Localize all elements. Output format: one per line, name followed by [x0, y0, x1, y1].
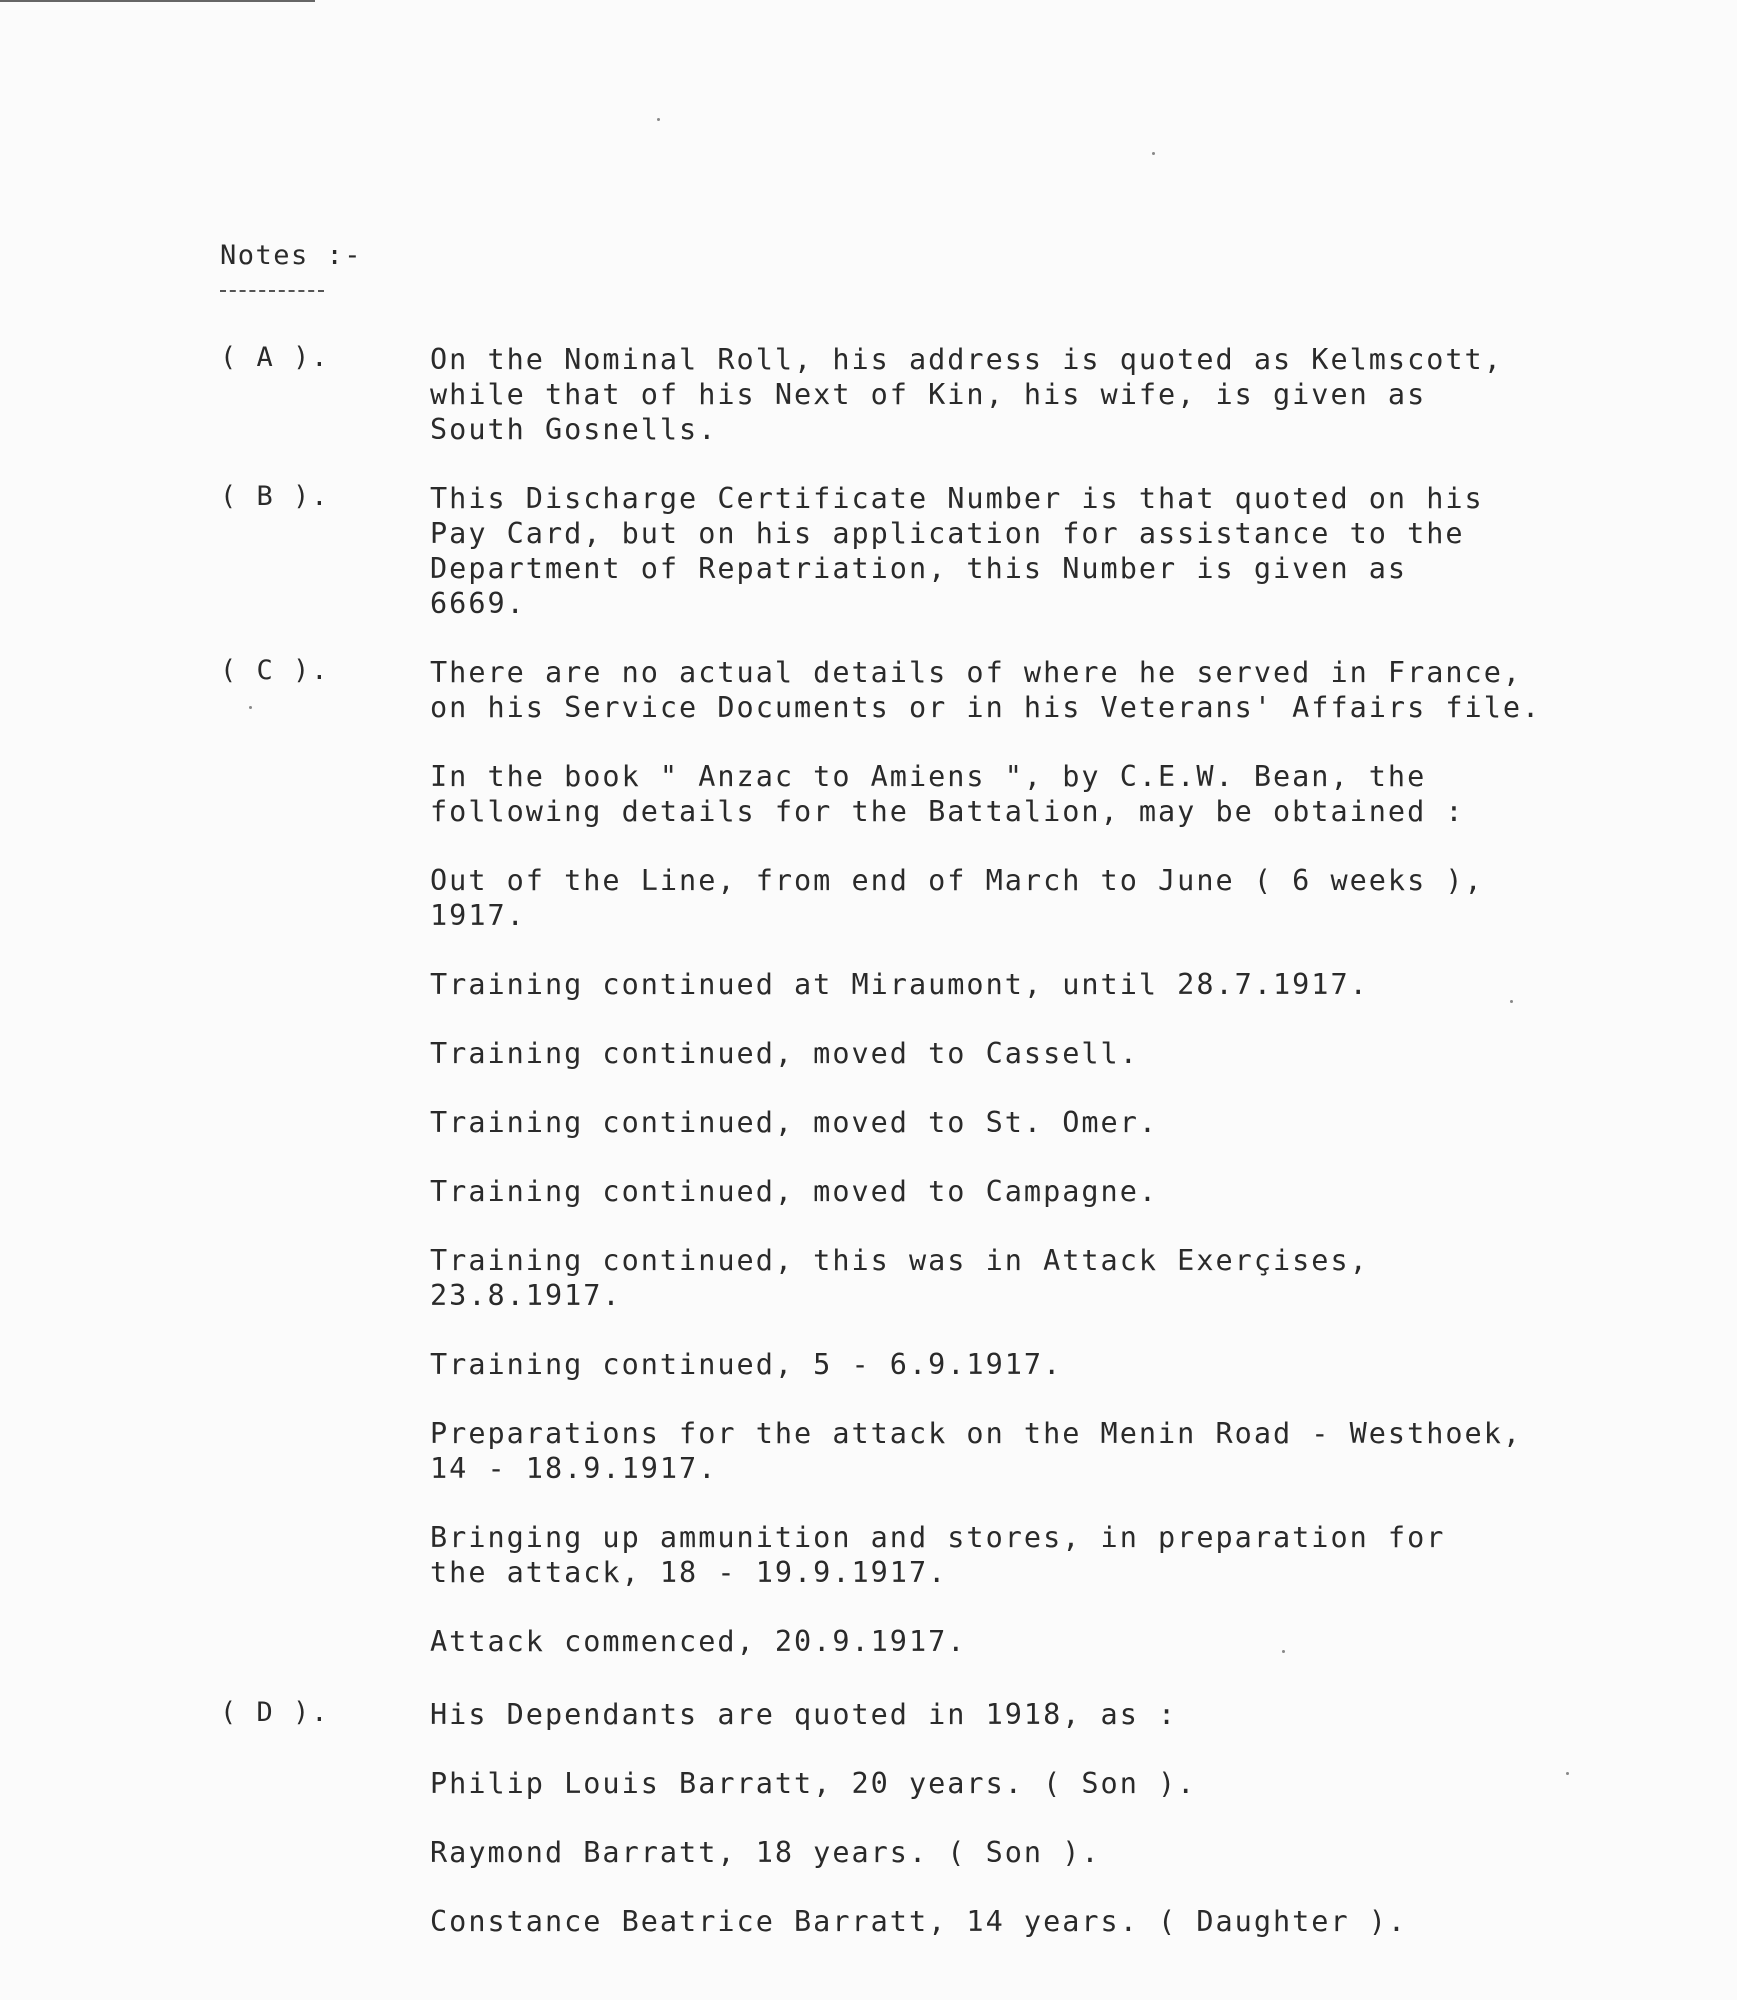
dependant-entry: Philip Louis Barratt, 20 years. ( Son ). — [430, 1767, 1197, 1800]
note-c-entry: Training continued at Miraumont, until 28.7.1917. — [430, 968, 1369, 1001]
heading-underline — [220, 290, 324, 292]
note-c-intro: There are no actual details of where he served in France, on his Service Documents or in his Veterans' Affairs file. — [430, 656, 1542, 724]
scan-speck — [1566, 1772, 1569, 1775]
note-body-d — [430, 1697, 1680, 1939]
scan-speck — [657, 118, 660, 121]
note-c-entry: Training continued, moved to Cassell. — [430, 1037, 1139, 1070]
note-b-paragraph: This Discharge Certificate Number is that quoted on his Pay Card, but on his application for assistance to the Department of Repatriation, this Number is given as 6669. — [430, 482, 1484, 620]
note-label-a: ( A ). — [220, 342, 330, 373]
note-c-entry: Bringing up ammunition and stores, in preparation for the attack, 18 - 19.9.1917. — [430, 1521, 1446, 1589]
note-c-entry: Preparations for the attack on the Menin Road - Westhoek, 14 - 18.9.1917. — [430, 1417, 1523, 1485]
scan-speck — [1510, 1000, 1513, 1003]
scan-speck — [1282, 1650, 1285, 1653]
note-label-d: ( D ). — [220, 1697, 330, 1728]
dependant-entry: Constance Beatrice Barratt, 14 years. ( Daughter ). — [430, 1905, 1408, 1938]
note-d-intro: His Dependants are quoted in 1918, as : — [430, 1698, 1178, 1731]
note-c-entry: Training continued, 5 - 6.9.1917. — [430, 1348, 1063, 1381]
note-body-b — [430, 481, 1680, 621]
note-c-entry: Training continued, moved to Campagne. — [430, 1175, 1159, 1208]
note-body-c — [430, 655, 1680, 1659]
note-body-a — [430, 342, 1680, 447]
dependant-entry: Raymond Barratt, 18 years. ( Son ). — [430, 1836, 1101, 1869]
scan-speck — [1152, 152, 1155, 155]
notes-heading: Notes :- — [220, 240, 363, 271]
scan-speck — [249, 706, 252, 709]
note-label-b: ( B ). — [220, 481, 330, 512]
note-c-entry: Training continued, moved to St. Omer. — [430, 1106, 1159, 1139]
note-label-c: ( C ). — [220, 655, 330, 686]
note-c-entry: Attack commenced, 20.9.1917. — [430, 1625, 967, 1658]
note-c-entry: Training continued, this was in Attack Exerçises, 23.8.1917. — [430, 1244, 1369, 1312]
note-a-paragraph: On the Nominal Roll, his address is quoted as Kelmscott, while that of his Next of Kin, his wife, is given as South Gosnells. — [430, 343, 1503, 446]
top-edge-rule — [0, 0, 315, 2]
note-c-source: In the book " Anzac to Amiens ", by C.E.W. Bean, the following details for the Battalion, may be obtained : — [430, 760, 1465, 828]
note-c-entry: Out of the Line, from end of March to June ( 6 weeks ), 1917. — [430, 864, 1484, 932]
